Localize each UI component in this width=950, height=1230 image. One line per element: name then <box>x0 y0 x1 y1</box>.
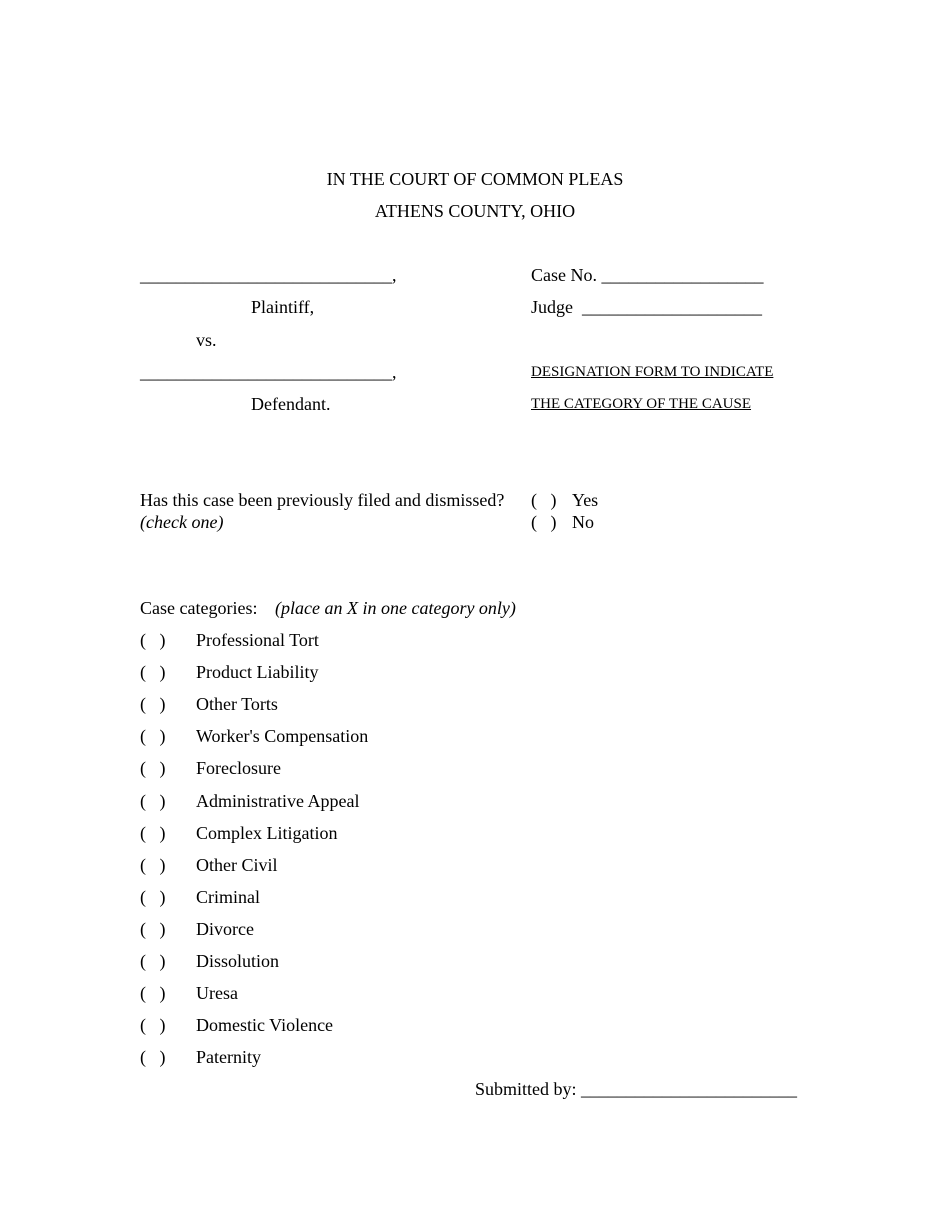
category-checkbox[interactable]: ( ) <box>140 726 166 746</box>
judge-field[interactable]: Judge ____________________ <box>531 297 762 317</box>
category-checkbox[interactable]: ( ) <box>140 823 166 843</box>
category-label: Other Torts <box>196 694 278 714</box>
category-label: Product Liability <box>196 662 319 682</box>
category-checkbox[interactable]: ( ) <box>140 694 166 714</box>
category-checkbox[interactable]: ( ) <box>140 855 166 875</box>
category-label: Dissolution <box>196 951 280 971</box>
category-label: Professional Tort <box>196 630 319 650</box>
category-label: Domestic Violence <box>196 1015 334 1035</box>
plaintiff-label: Plaintiff, <box>251 297 315 317</box>
defendant-label: Defendant. <box>251 394 331 414</box>
category-checkbox[interactable]: ( ) <box>140 1047 166 1067</box>
designation-title-line1: DESIGNATION FORM TO INDICATE <box>531 364 774 380</box>
court-title: IN THE COURT OF COMMON PLEAS <box>326 169 624 189</box>
category-checkbox[interactable]: ( ) <box>140 630 166 650</box>
category-label: Complex Litigation <box>196 823 338 843</box>
case-categories-heading: Case categories: <box>140 598 258 618</box>
defendant-name-field[interactable]: ____________________________, <box>140 362 397 382</box>
category-label: Criminal <box>196 887 260 907</box>
plaintiff-name-field[interactable]: ____________________________, <box>140 265 397 285</box>
option-no-label: No <box>572 512 594 532</box>
category-checkbox[interactable]: ( ) <box>140 662 166 682</box>
category-label: Uresa <box>196 983 238 1003</box>
case-number-field[interactable]: Case No. __________________ <box>531 265 764 285</box>
check-one-hint: (check one) <box>140 512 224 532</box>
versus-label: vs. <box>196 330 217 350</box>
category-label: Foreclosure <box>196 758 281 778</box>
case-categories-instruction: (place an X in one category only) <box>275 598 516 618</box>
submitted-by-field[interactable]: Submitted by: ________________________ <box>475 1079 798 1099</box>
category-checkbox[interactable]: ( ) <box>140 919 166 939</box>
category-checkbox[interactable]: ( ) <box>140 887 166 907</box>
checkbox-yes[interactable]: ( ) <box>531 490 557 510</box>
category-label: Other Civil <box>196 855 278 875</box>
category-checkbox[interactable]: ( ) <box>140 1015 166 1035</box>
category-checkbox[interactable]: ( ) <box>140 951 166 971</box>
court-county: ATHENS COUNTY, OHIO <box>374 201 576 221</box>
option-yes-label: Yes <box>572 490 599 510</box>
designation-title-line2: THE CATEGORY OF THE CAUSE <box>531 396 752 412</box>
category-checkbox[interactable]: ( ) <box>140 758 166 778</box>
category-label: Worker's Compensation <box>196 726 369 746</box>
category-label: Paternity <box>196 1047 261 1067</box>
previous-filing-question: Has this case been previously filed and dismissed? <box>140 490 505 510</box>
checkbox-no[interactable]: ( ) <box>531 512 557 532</box>
category-checkbox[interactable]: ( ) <box>140 791 166 811</box>
category-checkbox[interactable]: ( ) <box>140 983 166 1003</box>
category-label: Divorce <box>196 919 254 939</box>
category-label: Administrative Appeal <box>196 791 360 811</box>
